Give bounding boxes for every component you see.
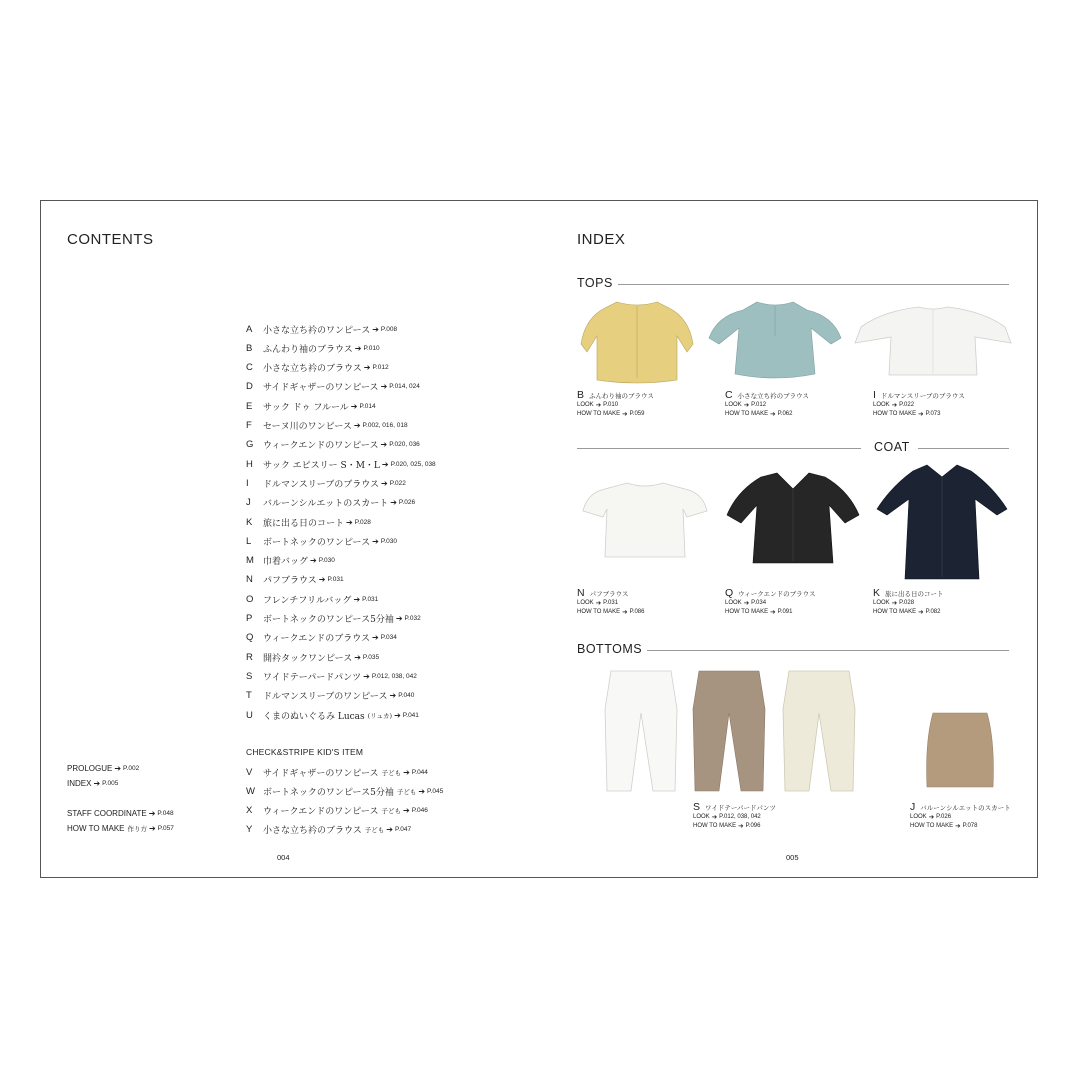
page-ref: P.030 (380, 537, 397, 545)
arrow-icon: ➔ (372, 536, 379, 546)
arrow-icon: ➔ (381, 459, 389, 469)
toc-letter: P (246, 613, 253, 624)
bottoms-section-title: BOTTOMS (577, 642, 647, 656)
caption-title (725, 389, 809, 401)
toc-row (246, 495, 415, 511)
caption-title (693, 801, 776, 813)
toc-row (246, 649, 379, 665)
arrow-icon: ➔ (595, 599, 602, 607)
arrow-icon: ➔ (380, 440, 388, 450)
item-name: ワイドテーパードパンツ (705, 804, 776, 812)
coat-rule-left (577, 448, 861, 449)
arrow-icon: ➔ (114, 764, 122, 773)
arrow-icon: ➔ (402, 806, 410, 816)
page-ref: P.005 (102, 780, 119, 787)
ref-page: P.012, 038, 042 (719, 814, 761, 820)
coat-section-title: COAT (874, 440, 915, 454)
left-link-row (67, 764, 139, 773)
ref-page: P.096 (745, 823, 761, 829)
page-ref: P.035 (362, 653, 380, 661)
arrow-icon: ➔ (363, 363, 371, 373)
toc-row (246, 456, 436, 472)
arrow-icon: ➔ (354, 652, 361, 662)
arrow-icon: ➔ (711, 813, 718, 821)
toc-title: 旅に出る日のコート (263, 518, 345, 529)
left-link-label: HOW TO MAKE (67, 824, 125, 833)
arrow-icon: ➔ (353, 421, 361, 430)
arrow-icon: ➔ (310, 556, 317, 566)
toc-letter: D (246, 381, 253, 393)
toc-sub: (リュカ) (367, 711, 393, 720)
ref-label: LOOK (873, 402, 890, 408)
page-ref: P.012 (372, 364, 389, 372)
how-to-make-ref (910, 822, 1011, 831)
index-heading: INDEX (577, 231, 626, 248)
caption-k (873, 587, 944, 617)
arrow-icon: ➔ (353, 594, 361, 604)
toc-letter: V (246, 766, 253, 778)
ref-page: P.028 (899, 600, 915, 606)
ref-label: HOW TO MAKE (577, 609, 621, 615)
toc-sub: 子ども (381, 768, 402, 777)
left-link-row (67, 809, 174, 818)
ref-page: P.062 (777, 411, 793, 417)
ref-label: HOW TO MAKE (873, 609, 917, 615)
ref-page: P.022 (899, 402, 915, 408)
arrow-icon: ➔ (743, 599, 750, 607)
toc-letter: H (246, 458, 253, 470)
toc-row (246, 572, 344, 588)
tops-section-title: TOPS (577, 276, 618, 290)
how-to-make-ref (873, 608, 944, 617)
toc-title: くまのぬいぐるみ Lucas (263, 711, 365, 722)
how-to-make-ref (693, 822, 776, 831)
toc-title: ボートネックのワンピース (263, 537, 371, 548)
ref-label: LOOK (873, 600, 890, 606)
page-ref: P.044 (411, 768, 428, 776)
toc-letter: K (246, 516, 253, 528)
ref-page: P.078 (962, 823, 978, 829)
toc-row (246, 379, 420, 395)
ref-page: P.059 (629, 411, 645, 417)
toc-title: サイドギャザーのワンピース (263, 768, 379, 779)
kids-row (246, 783, 443, 799)
ref-page: P.026 (936, 814, 952, 820)
toc-row (246, 553, 335, 569)
left-link-label: PROLOGUE (67, 764, 113, 773)
page-ref: P.048 (157, 810, 174, 817)
ref-label: HOW TO MAKE (873, 411, 917, 417)
toc-letter: O (246, 593, 254, 605)
page-ref: P.028 (354, 518, 371, 526)
page-ref: P.032 (404, 615, 421, 622)
ref-label: HOW TO MAKE (910, 823, 954, 829)
caption-n (577, 587, 644, 617)
page-ref: P.046 (411, 807, 428, 815)
page-ref: P.034 (380, 634, 397, 642)
toc-letter: J (246, 497, 251, 509)
arrow-icon: ➔ (743, 401, 750, 409)
toc-letter: T (246, 690, 252, 702)
item-name: ドルマンスリーブのブラウス (880, 392, 965, 400)
folio-right: 005 (786, 853, 799, 862)
arrow-icon: ➔ (395, 614, 403, 623)
item-q-image (725, 469, 865, 565)
left-link-label: INDEX (67, 779, 92, 788)
caption-title (910, 801, 1011, 813)
arrow-icon: ➔ (354, 343, 362, 353)
toc-sub: 子ども (381, 807, 401, 816)
arrow-icon: ➔ (148, 809, 156, 818)
toc-title: 小さな立ち衿のブラウス (263, 826, 362, 837)
look-ref (577, 599, 644, 608)
toc-title: 小さな立ち衿のワンピース (263, 325, 371, 336)
caption-i (873, 389, 965, 419)
coat-rule-right (918, 448, 1009, 449)
how-to-make-ref (577, 410, 654, 419)
ref-label: HOW TO MAKE (725, 609, 769, 615)
ref-page: P.073 (925, 411, 941, 417)
toc-row (246, 591, 378, 607)
toc-letter: E (246, 400, 253, 412)
toc-letter: W (246, 785, 255, 797)
kids-row (246, 803, 428, 819)
ref-label: HOW TO MAKE (577, 411, 621, 417)
caption-title (577, 389, 654, 401)
toc-sub: 子ども (396, 787, 417, 796)
page-ref: P.014 (359, 402, 376, 410)
ref-page: P.031 (603, 600, 619, 606)
item-name: 旅に出る日のコート (885, 590, 944, 598)
item-name: バルーンシルエットのスカート (920, 804, 1011, 812)
folio-left: 004 (277, 853, 290, 862)
toc-title: 小さな立ち衿のブラウス (263, 364, 362, 375)
toc-row (246, 437, 420, 453)
arrow-icon: ➔ (595, 401, 602, 409)
arrow-icon: ➔ (770, 410, 776, 418)
toc-row (246, 668, 417, 684)
item-name: パフブラウス (589, 590, 629, 598)
look-ref (693, 813, 776, 822)
arrow-icon: ➔ (738, 822, 744, 830)
page-ref: P.020, 036 (389, 441, 420, 449)
arrow-icon: ➔ (350, 401, 358, 411)
toc-letter: Q (246, 632, 254, 644)
ref-page: P.086 (629, 609, 645, 615)
toc-letter: R (246, 651, 253, 663)
book-spread (40, 200, 1038, 878)
arrow-icon: ➔ (891, 599, 898, 607)
ref-page: P.091 (777, 609, 793, 615)
page-ref: P.041 (402, 711, 419, 719)
toc-title: ドルマンスリーブのブラウス (263, 479, 380, 490)
page-ref: P.040 (398, 692, 415, 700)
arrow-icon: ➔ (386, 825, 393, 835)
toc-title: ウィークエンドのワンピース (263, 441, 379, 452)
arrow-icon: ➔ (390, 498, 397, 508)
item-c-image (707, 296, 847, 386)
arrow-icon: ➔ (372, 324, 379, 334)
toc-title: ふんわり袖のブラウス (263, 344, 353, 355)
toc-title: サック ドゥ フルール (263, 402, 349, 413)
page-ref: P.031 (327, 576, 344, 584)
kids-row (246, 822, 411, 838)
ref-label: LOOK (693, 814, 710, 820)
toc-title: ワイドテーパードパンツ (263, 672, 362, 683)
look-ref (910, 813, 1011, 822)
tops-rule (611, 284, 1009, 285)
left-link-row (67, 824, 174, 833)
ref-page: P.082 (925, 609, 941, 615)
toc-title: ボートネックのワンピース5分袖 (263, 787, 394, 798)
left-link-row (67, 779, 118, 788)
look-ref (873, 401, 965, 410)
page-ref: P.045 (427, 787, 444, 795)
toc-letter: I (246, 477, 249, 489)
toc-row (246, 630, 397, 646)
toc-title: 巾着バッグ (263, 557, 309, 568)
toc-letter: G (246, 439, 254, 451)
caption-title (873, 587, 944, 599)
toc-row (246, 688, 414, 704)
item-s-image-cream (779, 669, 919, 793)
caption-q (725, 587, 815, 617)
kids-heading: CHECK&STRIPE KID'S ITEM (246, 747, 364, 757)
toc-row (246, 707, 419, 723)
item-name: ウィークエンドのブラウス (738, 590, 816, 598)
toc-letter: L (246, 535, 252, 547)
arrow-icon: ➔ (418, 786, 426, 796)
toc-row (246, 418, 408, 434)
ref-label: LOOK (577, 402, 594, 408)
item-name: 小さな立ち衿のブラウス (737, 392, 809, 400)
page-ref: P.026 (398, 499, 416, 507)
caption-title (873, 389, 965, 401)
kids-row (246, 764, 428, 780)
item-j-image (923, 711, 1063, 791)
item-name: ふんわり袖のブラウス (589, 392, 654, 400)
arrow-icon: ➔ (403, 767, 410, 777)
page-ref: P.047 (394, 826, 412, 834)
arrow-icon: ➔ (918, 410, 924, 418)
arrow-icon: ➔ (149, 824, 156, 833)
item-letter: B (577, 389, 585, 401)
page-ref: P.022 (389, 479, 406, 487)
arrow-icon: ➔ (380, 382, 388, 392)
caption-title (725, 587, 815, 599)
toc-title: パフブラウス (263, 576, 317, 587)
ref-page: P.010 (603, 402, 619, 408)
bottoms-rule (641, 650, 1009, 651)
arrow-icon: ➔ (363, 671, 370, 681)
ref-label: LOOK (725, 600, 742, 606)
toc-letter: U (246, 709, 253, 721)
arrow-icon: ➔ (389, 691, 397, 701)
toc-letter: B (246, 342, 253, 354)
arrow-icon: ➔ (93, 779, 101, 788)
caption-s (693, 801, 776, 831)
toc-letter: F (246, 420, 252, 431)
toc-row (246, 611, 421, 627)
toc-letter: C (246, 362, 253, 374)
look-ref (577, 401, 654, 410)
ref-page: P.034 (751, 600, 767, 606)
toc-row (246, 398, 376, 414)
page-ref: P.012, 038, 042 (371, 672, 417, 680)
toc-title: ドルマンスリーブのワンピース (263, 692, 388, 703)
toc-title: ウィークエンドのブラウス (263, 634, 371, 645)
page-ref: P.020, 025, 038 (390, 460, 436, 468)
toc-letter: A (246, 323, 253, 335)
item-letter: C (725, 389, 733, 401)
ref-label: HOW TO MAKE (725, 411, 769, 417)
item-b-image (577, 296, 717, 386)
ref-label: LOOK (910, 814, 927, 820)
arrow-icon: ➔ (381, 478, 388, 488)
arrow-icon: ➔ (318, 575, 326, 585)
page-ref: P.057 (157, 825, 174, 832)
item-n-image (581, 479, 721, 561)
how-to-make-ref (873, 410, 965, 419)
toc-row (246, 321, 397, 337)
caption-j (910, 801, 1011, 831)
toc-row (246, 360, 389, 376)
item-i-image (853, 301, 993, 381)
toc-row (246, 514, 371, 530)
arrow-icon: ➔ (622, 608, 628, 616)
how-to-make-ref (577, 608, 644, 617)
toc-title: サック エピスリー S・M・L (263, 460, 380, 471)
toc-letter: N (246, 574, 253, 586)
left-link-sub: 作り方 (127, 825, 147, 833)
toc-sub: 子ども (364, 826, 385, 835)
caption-title (577, 587, 644, 599)
toc-row (246, 475, 406, 491)
page-ref: P.014, 024 (389, 383, 420, 391)
toc-title: フレンチフリルバッグ (263, 595, 352, 606)
item-k-image (875, 463, 1015, 581)
arrow-icon: ➔ (770, 608, 776, 616)
ref-label: HOW TO MAKE (693, 823, 737, 829)
page-ref: P.010 (363, 344, 380, 352)
look-ref (725, 401, 809, 410)
contents-heading: CONTENTS (67, 231, 154, 248)
item-letter: S (693, 801, 701, 813)
how-to-make-ref (725, 608, 815, 617)
page-ref: P.031 (362, 595, 379, 603)
left-link-label: STAFF COORDINATE (67, 809, 147, 818)
toc-letter: S (246, 670, 253, 682)
caption-b (577, 389, 654, 419)
arrow-icon: ➔ (918, 608, 924, 616)
item-letter: N (577, 587, 585, 599)
toc-title: 開衿タックワンピース (263, 653, 353, 664)
arrow-icon: ➔ (955, 822, 961, 830)
toc-letter: Y (246, 824, 253, 836)
ref-page: P.012 (751, 402, 767, 408)
caption-c (725, 389, 809, 419)
arrow-icon: ➔ (622, 410, 628, 418)
toc-title: ボートネックのワンピース5分袖 (263, 615, 394, 625)
item-letter: J (910, 801, 916, 813)
item-letter: Q (725, 587, 734, 599)
page-ref: P.002, 016, 018 (362, 422, 408, 429)
toc-title: セーヌ川のワンピース (263, 422, 352, 432)
arrow-icon: ➔ (928, 813, 935, 821)
toc-title: サイドギャザーのワンピース (263, 383, 379, 394)
page-ref: P.002 (123, 765, 140, 772)
look-ref (725, 599, 815, 608)
toc-row (246, 533, 397, 549)
arrow-icon: ➔ (372, 633, 379, 643)
look-ref (873, 599, 944, 608)
toc-title: バルーンシルエットのスカート (263, 499, 389, 510)
arrow-icon: ➔ (346, 517, 353, 527)
page-ref: P.030 (318, 557, 335, 565)
toc-letter: M (246, 555, 254, 567)
ref-label: LOOK (577, 600, 594, 606)
page-ref: P.008 (380, 325, 398, 333)
how-to-make-ref (725, 410, 809, 419)
item-letter: K (873, 587, 881, 599)
item-letter: I (873, 389, 876, 401)
toc-letter: X (246, 805, 253, 817)
arrow-icon: ➔ (394, 710, 401, 720)
toc-title: ウィークエンドのワンピース (263, 807, 379, 818)
toc-row (246, 340, 380, 356)
ref-label: LOOK (725, 402, 742, 408)
arrow-icon: ➔ (891, 401, 898, 409)
